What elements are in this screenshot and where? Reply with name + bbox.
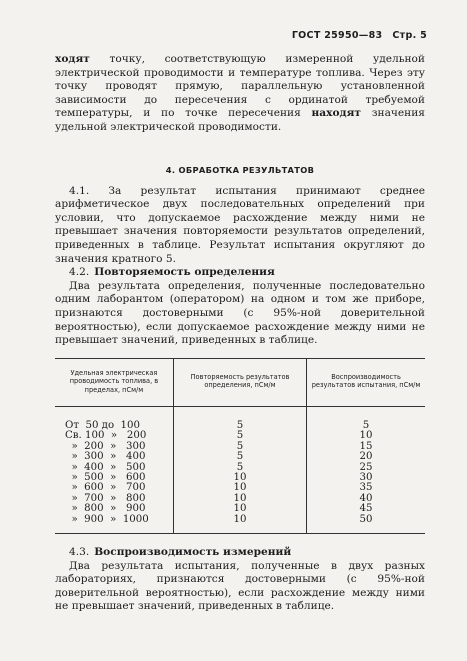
- page-number: Стр. 5: [392, 30, 427, 41]
- clause-4-1: 4.1. За результат испытания принимают среднее арифметическое двух последовательных определений при условии, что допускаемое расхождение между ними не превышает значения повторяемости результатов определений, приведенных в таблице. Результат испытания округляют до значения кратного 5.: [55, 184, 425, 265]
- table-row: [55, 406, 425, 431]
- reproducibility-cell: 25: [307, 463, 425, 473]
- table-row: [55, 504, 425, 514]
- header-reproducibility: Воспроизводимость результатов испытания, пСм/м: [307, 358, 425, 406]
- reproducibility-cell: 15: [307, 442, 425, 452]
- clause-4-3-number: 4.3.: [69, 545, 90, 558]
- table-row: [55, 452, 425, 462]
- range-cell: Св. 100 » 200: [65, 430, 147, 442]
- precision-table: [55, 358, 425, 534]
- clause-4-2-text: Два результата определения, полученные последовательно одним лаборантом (оператором) на одном и том же приборе, признаются достоверными (с 95%-ной доверительной вероятностью), если допускаемое расхождение между ними не превышает значений, приведенных в таблице.: [55, 279, 425, 347]
- clause-4-2-heading: [55, 266, 425, 280]
- table-row: [55, 515, 425, 534]
- reproducibility-cell: 50: [307, 515, 425, 534]
- intro-bold-start: ходят: [55, 53, 90, 65]
- repeatability-cell: 10: [173, 473, 306, 483]
- repeatability-cell: 5: [173, 406, 306, 431]
- repeatability-cell: 5: [173, 442, 306, 452]
- section-title: 4. ОБРАБОТКА РЕЗУЛЬТАТОВ: [165, 164, 315, 175]
- repeatability-cell: 5: [173, 431, 306, 441]
- intro-text: точку, соответствующую измеренной удельной электрической проводимости и температуре топлива. Через эту точку проводят прямую, параллельную установленной зависимости до пересечения с ординатой требуемой температуры, и по точке пересечения: [55, 53, 425, 120]
- table-header-row: [55, 358, 425, 406]
- clause-4-2-title: Повторяемость определения: [94, 266, 275, 279]
- clause-4-2-number: 4.2.: [69, 266, 90, 279]
- reproducibility-cell: 30: [307, 473, 425, 483]
- range-cell: » 800 » 900: [65, 503, 146, 515]
- clause-4-3-title: Воспроизводимость измерений: [94, 545, 292, 558]
- repeatability-cell: 10: [173, 515, 306, 534]
- intro-bold-mid: находят: [311, 107, 361, 120]
- page-header: [292, 30, 427, 41]
- range-cell: » 300 » 400: [65, 451, 146, 463]
- range-cell: » 600 » 700: [65, 482, 146, 494]
- range-cell: » 400 » 500: [65, 461, 146, 473]
- intro-paragraph: [55, 53, 425, 135]
- page-body: [55, 53, 425, 614]
- repeatability-cell: 10: [173, 504, 306, 514]
- repeatability-cell: 5: [173, 452, 306, 462]
- range-cell: » 700 » 800: [65, 492, 146, 504]
- reproducibility-cell: 40: [307, 494, 425, 504]
- intro-text-end: значения удельной электрической проводимости.: [55, 107, 425, 133]
- reproducibility-cell: 5: [307, 406, 425, 431]
- reproducibility-cell: 35: [307, 483, 425, 493]
- range-cell: » 900 » 1000: [55, 515, 173, 534]
- reproducibility-cell: 10: [307, 431, 425, 441]
- standard-number: ГОСТ 25950—83: [291, 30, 383, 41]
- reproducibility-cell: 45: [307, 504, 425, 514]
- clause-4-3-text: Два результата испытания, полученные в двух разных лабораториях, признаются достоверными (с 95%-ной доверительной вероятностью), если расхождение между ними не превышает значений, приведенных в таблице.: [55, 559, 425, 613]
- range-cell: » 200 » 300: [65, 440, 146, 452]
- repeatability-cell: 10: [173, 483, 306, 493]
- range-cell: От 50 до 100: [65, 419, 140, 431]
- header-conductivity: Удельная электрическая проводимость топлива, в пределах, пСм/м: [55, 358, 173, 406]
- header-repeatability: Повторяемость результатов определения, пСм/м: [173, 358, 306, 406]
- clause-4-3-heading: [55, 546, 425, 560]
- range-cell: » 500 » 600: [65, 471, 146, 483]
- repeatability-cell: 5: [173, 463, 306, 473]
- reproducibility-cell: 20: [307, 452, 425, 462]
- repeatability-cell: 10: [173, 494, 306, 504]
